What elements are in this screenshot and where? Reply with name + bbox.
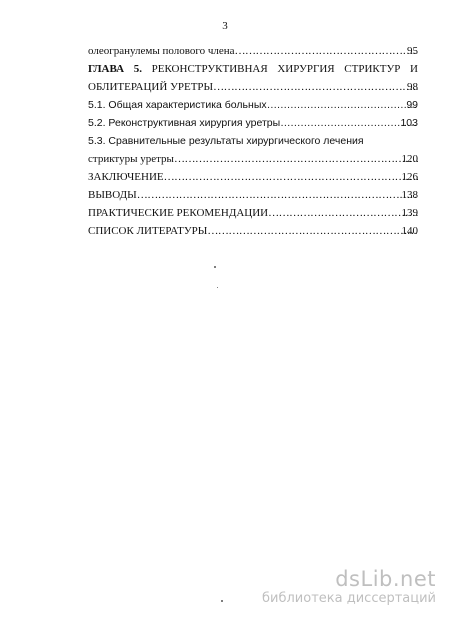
toc-entry-title: СПИСОК ЛИТЕРАТУРЫ …………………………………………………………………………………………………………………………………………………………… <box>88 222 418 240</box>
toc-chapter-title: РЕКОНСТРУКТИВНАЯ ХИРУРГИЯ СТРИКТУР И <box>151 63 418 75</box>
toc-entry-title: олеогранулемы полового члена …………………………………………………………………………………………………………………………………………………………… <box>88 42 418 60</box>
toc-entry-page: 99 <box>406 99 418 111</box>
toc-entry-page: 140 <box>401 225 418 237</box>
page-number: 3 <box>222 20 228 32</box>
scan-speck <box>214 266 216 268</box>
toc-entry-references <box>88 222 418 240</box>
toc-entry-title: 5.1. Общая характеристика больных …………………………………………………………………………………………………………………………………………………………… <box>88 96 418 114</box>
toc-entry-oleogranuloma <box>88 42 418 60</box>
toc-entry-5-3 <box>88 150 418 168</box>
toc-entry-title: ЗАКЛЮЧЕНИЕ …………………………………………………………………………………………………………………………………………………………… <box>88 168 418 186</box>
toc-entry-page: 139 <box>401 207 418 219</box>
toc-entry-findings <box>88 186 418 204</box>
toc-entry-page: 95 <box>407 45 418 57</box>
toc-chapter-label: ГЛАВА 5. <box>88 63 142 75</box>
toc-entry-title: ВЫВОДЫ …………………………………………………………………………………………………………………………………………………………… <box>88 186 418 204</box>
toc-entry-5-2 <box>88 114 418 132</box>
toc-entry-page: 98 <box>407 81 418 93</box>
table-of-contents <box>88 42 418 240</box>
toc-entry-recommendations <box>88 204 418 222</box>
toc-entry-page: 120 <box>401 153 418 165</box>
toc-entry-title: 5.2. Реконструктивная хирургия уретры …………………………………………………………………………………………………………………………………………………………… <box>88 114 418 132</box>
toc-entry-title: 5.3. Сравнительные результаты хирургического лечения <box>88 135 364 147</box>
toc-entry-page: 103 <box>400 117 418 129</box>
toc-entry-obliteration <box>88 78 418 96</box>
toc-entry-title: стриктуры уретры …………………………………………………………………………………………………………………………………………………………… <box>88 150 418 168</box>
toc-entry-page: 138 <box>401 189 418 201</box>
watermark-subtitle: библиотека диссертаций <box>262 591 436 606</box>
scan-speck <box>221 600 223 602</box>
toc-entry-5-3-heading <box>88 132 418 150</box>
watermark-logo: dsLib.net <box>335 567 436 591</box>
toc-chapter-5-heading <box>88 60 418 78</box>
watermark <box>256 567 436 607</box>
toc-entry-5-1 <box>88 96 418 114</box>
toc-entry-conclusion <box>88 168 418 186</box>
scan-speck <box>217 287 218 288</box>
toc-entry-title: ОБЛИТЕРАЦИЙ УРЕТРЫ …………………………………………………………………………………………………………………………………………………………… <box>88 78 418 96</box>
toc-entry-page: 126 <box>401 171 418 183</box>
toc-entry-title: ПРАКТИЧЕСКИЕ РЕКОМЕНДАЦИИ …………………………………………………………………………………………………………………………………………………………… <box>88 204 418 222</box>
